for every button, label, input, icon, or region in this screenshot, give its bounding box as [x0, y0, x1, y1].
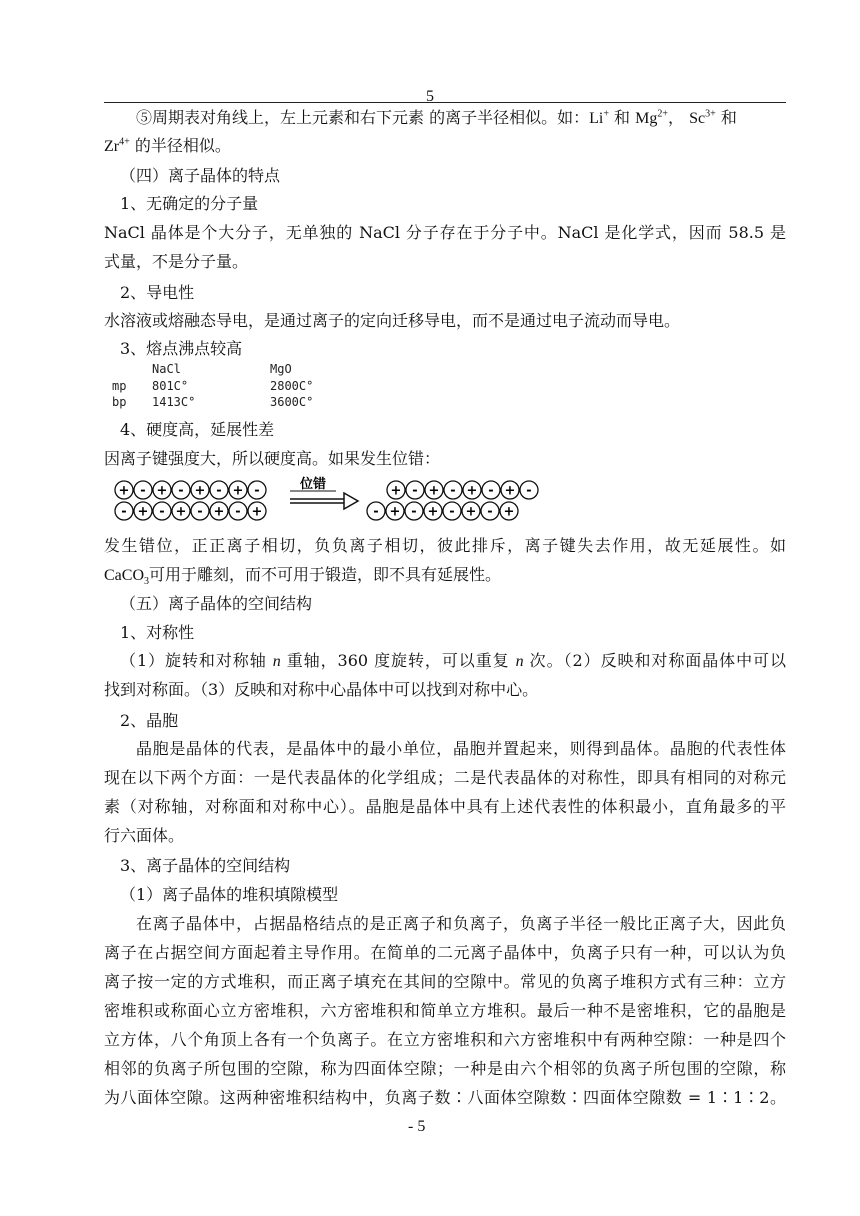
- text-line-caco3: CaCO$_3$可用于雕刻，而不可用于锻造，即不具有延展性。: [104, 565, 502, 588]
- table-row-label-bp: bp: [112, 395, 127, 409]
- paragraph-line: 因离子键强度大，所以硬度高。如果发生位错：: [104, 449, 441, 468]
- paragraph-line: 找到对称面。（3）反映和对称中心晶体中可以找到对称中心。: [104, 680, 539, 699]
- ion-charge-label: +: [428, 483, 440, 499]
- ion-charge-label: +: [213, 504, 225, 520]
- header-page-number: 5: [426, 88, 434, 105]
- table-header-nacl: NaCl: [152, 362, 181, 376]
- text-line-symmetry: （1）旋转和对称轴 n 重轴，360 度旋转，可以重复 n 次。（2）反映和对称面晶体中可以: [120, 651, 786, 670]
- ion-charge-label: +: [466, 483, 478, 499]
- footer-page-number: - 5: [408, 1118, 426, 1135]
- section-heading-4: （四）离子晶体的特点: [120, 166, 281, 185]
- dislocation-diagram: [112, 474, 552, 528]
- ion-charge-label: -: [449, 504, 455, 520]
- ion-charge-label: +: [427, 504, 439, 520]
- table-header-mgo: MgO: [270, 362, 292, 376]
- ion-charge-label: -: [216, 483, 222, 499]
- table-cell: 2800C°: [270, 379, 314, 393]
- ion-charge-label: -: [526, 483, 532, 499]
- ion-charge-label: -: [159, 504, 165, 520]
- text-line-diagonal-rule: ⑤周期表对角线上，左上元素和右下元素 的离子半径相似。如：Li+ 和 $Mg^{2+}$， $Sc^{3+}$ 和: [136, 108, 737, 127]
- ion-charge-label: -: [178, 483, 184, 499]
- subheading-1: 1、无确定的分子量: [120, 194, 259, 213]
- section-heading-5: （五）离子晶体的空间结构: [120, 594, 313, 613]
- dislocation-arrow: [290, 491, 358, 509]
- paragraph-line: 式量，不是分子量。: [104, 252, 249, 271]
- paragraph-line: 素（对称轴，对称面和对称中心）。晶胞是晶体中具有上述代表性的体积最小，直角最多的平: [104, 797, 786, 816]
- ion-charge-label: +: [118, 483, 130, 499]
- ion-charge-label: -: [235, 504, 241, 520]
- ion-charge-label: +: [175, 504, 187, 520]
- ion-charge-label: -: [488, 483, 494, 499]
- text-line-zr: $Zr^{4+}$ 的半径相似。: [104, 136, 231, 155]
- table-cell: 3600C°: [270, 395, 314, 409]
- subheading-symmetry: 1、对称性: [120, 623, 195, 642]
- paragraph-line: 行六面体。: [104, 826, 185, 845]
- paragraph-line: 为八面体空隙。这两种密堆积结构中，负离子数∶八面体空隙数∶四面体空隙数 = 1∶1∶2。: [104, 1088, 786, 1107]
- paragraph-line: 离子在占据空间方面起着主导作用。在简单的二元离子晶体中，负离子只有一种，可以认为负: [104, 943, 786, 962]
- table-row-label-mp: mp: [112, 379, 127, 393]
- ion-layer-after: [367, 481, 538, 520]
- ion-charge-label: -: [411, 504, 417, 520]
- ion-charge-label: +: [156, 483, 168, 499]
- ion-charge-label: -: [412, 483, 418, 499]
- paragraph-line: 现在以下两个方面：一是代表晶体的化学组成；二是代表晶体的对称性，即具有相同的对称元: [104, 768, 786, 787]
- ion-charge-label: +: [465, 504, 477, 520]
- subheading-4: 4、硬度高，延展性差: [120, 420, 275, 439]
- ion-charge-label: -: [121, 504, 127, 520]
- paragraph-line: 离子按一定的方式堆积，而正离子填充在其间的空隙中。常见的负离子堆积方式有三种：立方: [104, 972, 786, 991]
- ion-charge-label: +: [232, 483, 244, 499]
- ion-charge-label: +: [389, 504, 401, 520]
- ion-charge-label: +: [194, 483, 206, 499]
- ion-charge-label: -: [487, 504, 493, 520]
- ion-layer-before: [115, 481, 266, 520]
- paragraph-line: 立方体，八个角顶上各有一个负离子。在立方密堆积和六方密堆积中有两种空隙：一种是四个: [104, 1030, 786, 1049]
- ion-charge-label: -: [197, 504, 203, 520]
- ion-charge-label: +: [251, 504, 263, 520]
- paragraph-line: 在离子晶体中，占据晶格结点的是正离子和负离子，负离子半径一般比正离子大，因此负: [136, 914, 786, 933]
- paragraph-line: 发生错位，正正离子相切，负负离子相切，彼此排斥，离子键失去作用，故无延展性。如: [104, 536, 786, 555]
- subheading-2: 2、导电性: [120, 283, 195, 302]
- ion-charge-label: +: [503, 504, 515, 520]
- subheading-packing-model: （1）离子晶体的堆积填隙模型: [120, 885, 339, 904]
- table-cell: 801C°: [152, 379, 189, 393]
- subheading-3: 3、熔点沸点较高: [120, 339, 243, 358]
- table-cell: 1413C°: [152, 395, 196, 409]
- paragraph-line: 晶胞是晶体的代表，是晶体中的最小单位，晶胞并置起来，则得到晶体。晶胞的代表性体: [136, 739, 786, 758]
- paragraph-line: 密堆积或称面心立方密堆积，六方密堆积和简单立方堆积。最后一种不是密堆积，它的晶胞是: [104, 1001, 786, 1020]
- subheading-unit-cell: 2、晶胞: [120, 711, 179, 730]
- ion-charge-label: +: [504, 483, 516, 499]
- paragraph-line: 相邻的负离子所包围的空隙，称为四面体空隙；一种是由六个相邻的负离子所包围的空隙，称: [104, 1059, 786, 1078]
- header-rule: [104, 102, 786, 103]
- paragraph-line: NaCl 晶体是个大分子，无单独的 NaCl 分子存在于分子中。NaCl 是化学式，因而 58.5 是: [104, 223, 786, 242]
- ion-charge-label: -: [373, 504, 379, 520]
- arrow-label: 位错: [300, 477, 327, 492]
- ion-charge-label: -: [140, 483, 146, 499]
- ion-charge-label: +: [137, 504, 149, 520]
- subheading-space-structure: 3、离子晶体的空间结构: [120, 856, 291, 875]
- ion-charge-label: +: [390, 483, 402, 499]
- ion-charge-label: -: [450, 483, 456, 499]
- paragraph-line: 水溶液或熔融态导电，是通过离子的定向迁移导电，而不是通过电子流动而导电。: [104, 311, 681, 330]
- ion-charge-label: -: [254, 483, 260, 499]
